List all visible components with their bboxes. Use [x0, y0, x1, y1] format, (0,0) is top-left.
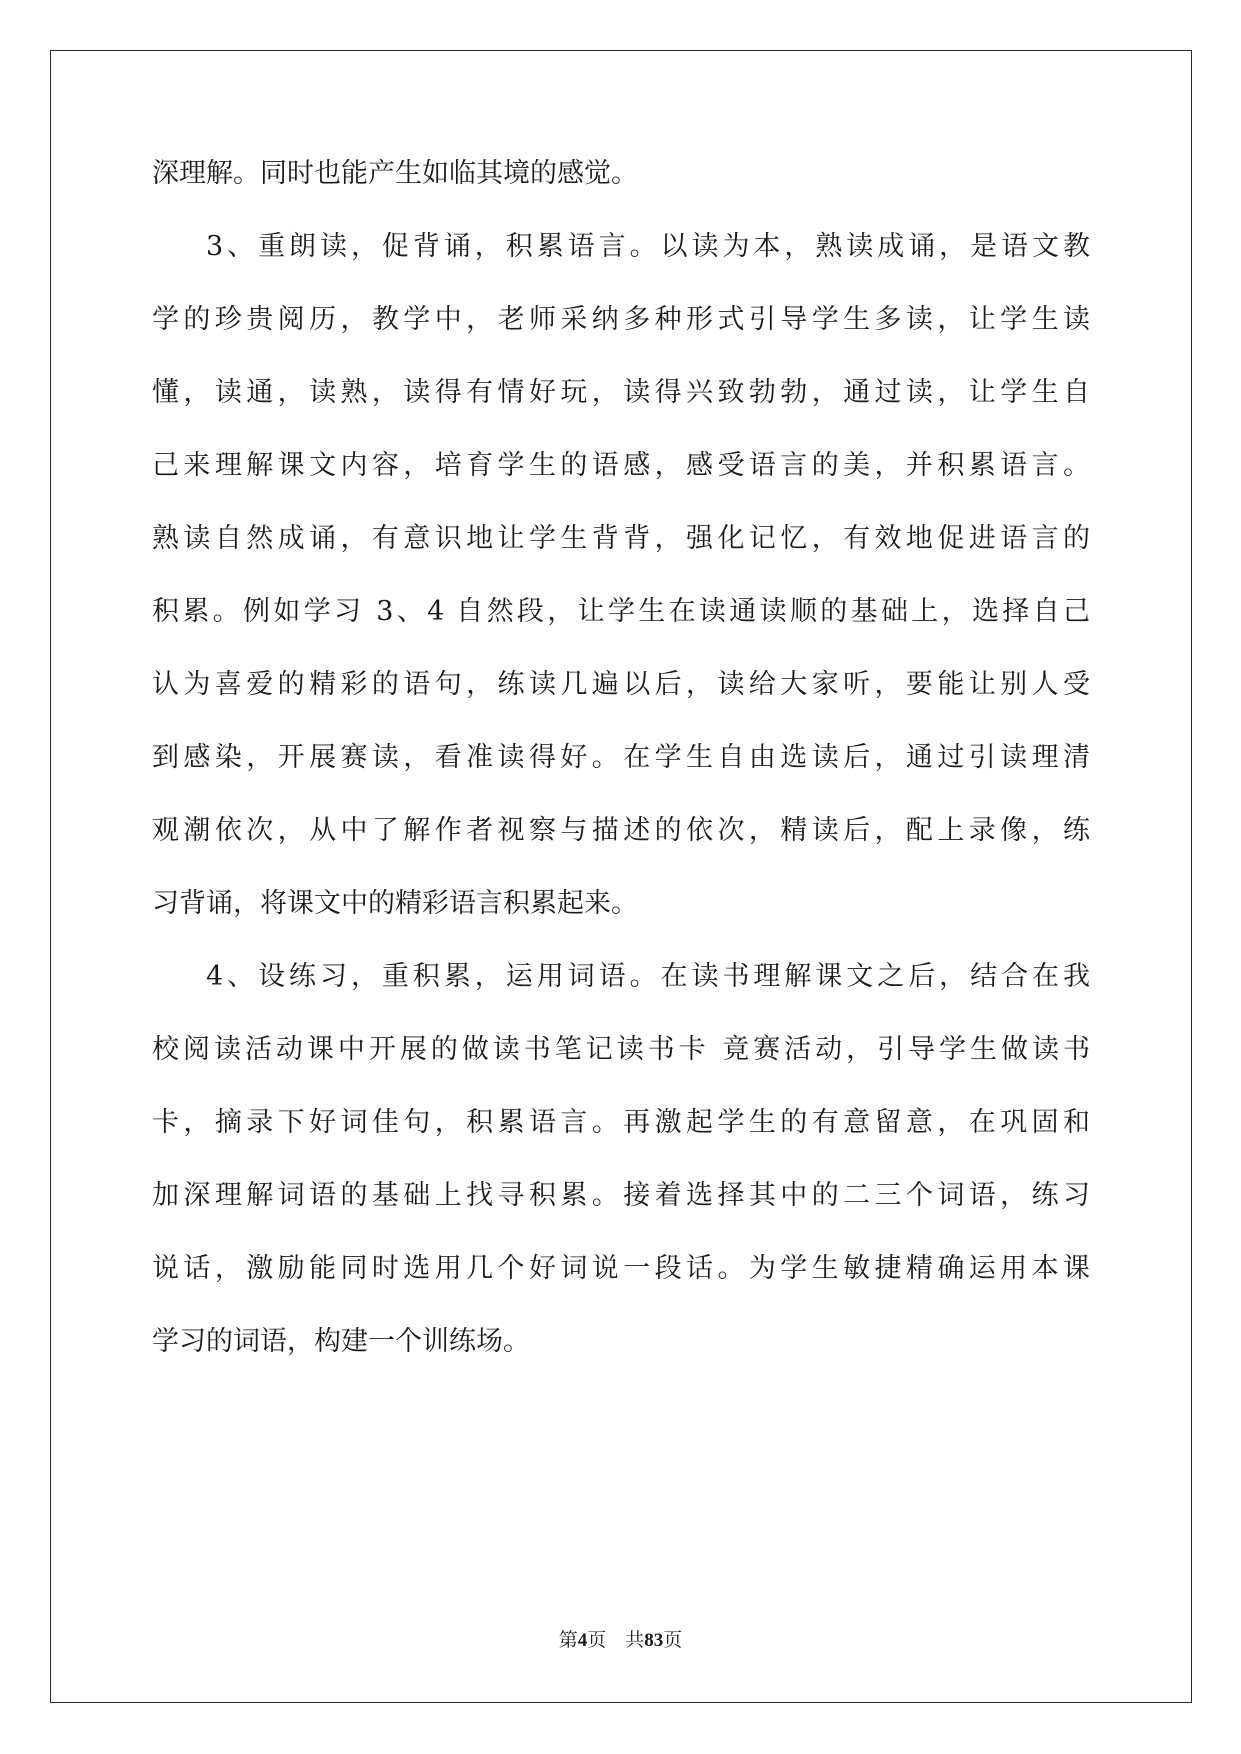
total-page-count: 83	[644, 1630, 664, 1651]
page-border	[50, 50, 1192, 1703]
footer-total-prefix: 共	[625, 1630, 645, 1651]
paragraph-line: 说话，激励能同时选用几个好词说一段话。为学生敏捷精确运用本课	[152, 1253, 1090, 1284]
paragraph-line: 熟读自然成诵，有意识地让学生背背，强化记忆，有效地促进语言的	[152, 523, 1090, 554]
paragraph-line: 习背诵，将课文中的精彩语言积累起来。	[152, 888, 638, 919]
paragraph-line: 校阅读活动课中开展的做读书笔记读书卡 竟赛活动，引导学生做读书	[152, 1034, 1090, 1065]
paragraph-line: 观潮依次，从中了解作者视察与描述的依次，精读后，配上录像，练	[152, 815, 1090, 846]
paragraph-line: 到感染，开展赛读，看准读得好。在学生自由选读后，通过引读理清	[152, 742, 1090, 773]
page-footer	[0, 1625, 1241, 1652]
footer-prefix: 第	[558, 1630, 578, 1651]
paragraph-line: 卡，摘录下好词佳句，积累语言。再激起学生的有意留意，在巩固和	[152, 1107, 1090, 1138]
paragraph-line: 加深理解词语的基础上找寻积累。接着选择其中的二三个词语，练习	[152, 1180, 1090, 1211]
paragraph-line: 认为喜爱的精彩的语句，练读几遍以后，读给大家听，要能让别人受	[152, 669, 1090, 700]
paragraph-line: 懂，读通，读熟，读得有情好玩，读得兴致勃勃，通过读，让学生自	[152, 377, 1090, 408]
paragraph-line: 学的珍贵阅历，教学中，老师采纳多种形式引导学生多读，让学生读	[152, 304, 1090, 335]
paragraph-line: 积累。例如学习 3、4 自然段，让学生在读通读顺的基础上，选择自己	[152, 596, 1090, 627]
paragraph-line: 学习的词语，构建一个训练场。	[152, 1326, 530, 1357]
paragraph-line: 3、重朗读，促背诵，积累语言。以读为本，熟读成诵，是语文教	[206, 231, 1090, 262]
paragraph-line: 深理解。同时也能产生如临其境的感觉。	[152, 158, 638, 189]
current-page-number: 4	[577, 1630, 588, 1651]
footer-page-suffix: 页	[587, 1630, 607, 1651]
paragraph-line: 己来理解课文内容，培育学生的语感，感受语言的美，并积累语言。	[152, 450, 1090, 481]
paragraph-line: 4、设练习，重积累，运用词语。在读书理解课文之后，结合在我	[206, 961, 1090, 992]
footer-total-suffix: 页	[663, 1630, 683, 1651]
